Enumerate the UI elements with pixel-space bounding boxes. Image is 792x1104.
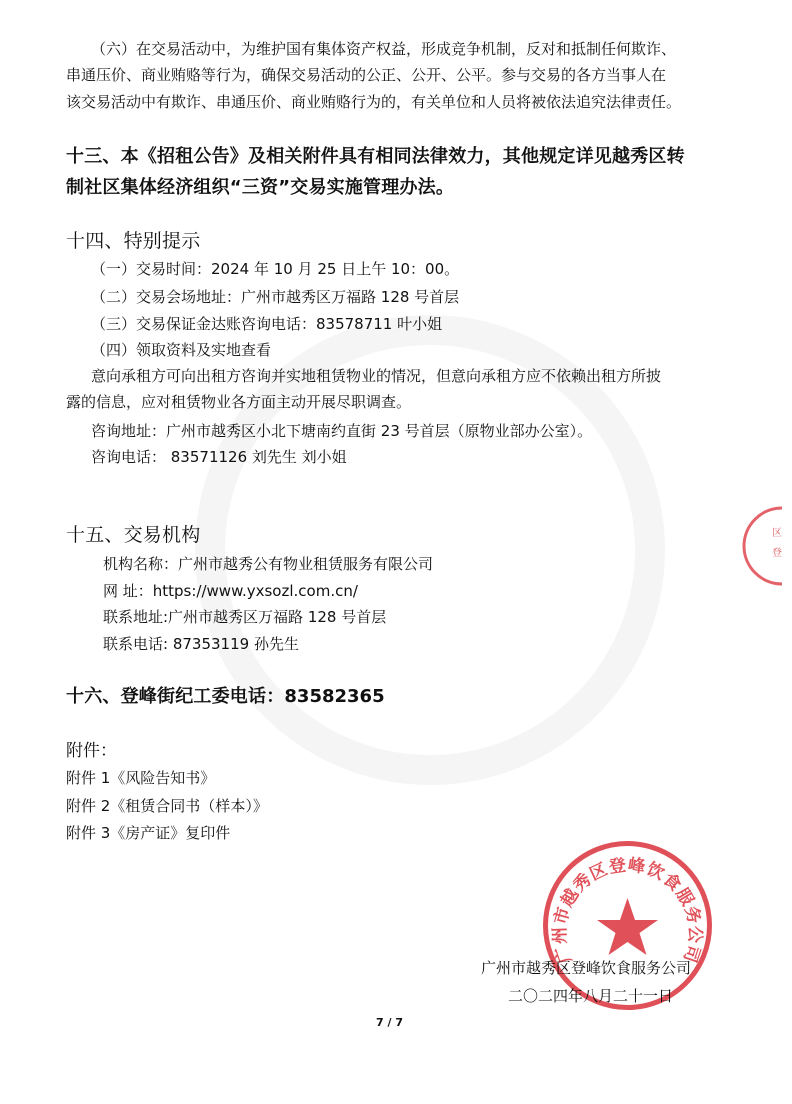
- consult-phone: 咨询电话： 83571126 刘先生 刘小姐: [91, 448, 347, 466]
- org-phone: 联系电话: 87353119 孙先生: [103, 635, 299, 653]
- section6-line-1: （六）在交易活动中，为维护国有集体资产权益，形成竞争机制，反对和抵制任何欺诈、: [91, 40, 677, 58]
- attachment-1: 附件 1《风险告知书》: [66, 769, 216, 787]
- org-website[interactable]: 网 址：https://www.yxsozl.com.cn/: [103, 582, 358, 600]
- section13-line-2: 制社区集体经济组织“三资”交易实施管理办法。: [66, 177, 455, 198]
- page-number: 7 / 7: [376, 1016, 403, 1029]
- section16-label: 十六、登峰街纪工委电话：: [66, 686, 285, 707]
- org-name: 机构名称：广州市越秀公有物业租赁服务有限公司: [103, 555, 434, 573]
- seal-text: 广州市越秀区登峰饮食服务公司: [550, 855, 705, 966]
- signature-company: 广州市越秀区登峰饮食服务公司: [481, 959, 692, 977]
- attachments-title: 附件：: [66, 741, 117, 761]
- section14-paragraph-line-2: 露的信息，应对租赁物业各方面主动开展尽职调查。: [66, 393, 412, 411]
- section6-line-3: 该交易活动中有欺诈、串通压价、商业贿赂行为的，有关单位和人员将被依法追究法律责任。: [66, 93, 682, 111]
- section14-item-2: （二）交易会场地址：广州市越秀区万福路 128 号首层: [91, 288, 460, 306]
- seal-star-icon: [597, 898, 658, 955]
- section14-item-4: （四）领取资料及实地查看: [91, 341, 272, 359]
- section16-phone: 83582365: [284, 686, 385, 707]
- svg-text:区: 区: [772, 528, 782, 539]
- section14-paragraph-line-1: 意向承租方可向出租方咨询并实地租赁物业的情况，但意向承租方应不依赖出租方所披: [91, 367, 662, 385]
- org-address: 联系地址:广州市越秀区万福路 128 号首层: [103, 608, 387, 626]
- section15-title: 十五、交易机构: [66, 524, 201, 546]
- attachment-3: 附件 3《房产证》复印件: [66, 824, 231, 842]
- section6-line-2: 串通压价、商业贿赂等行为，确保交易活动的公正、公开、公平。参与交易的各方当事人在: [66, 66, 667, 84]
- section16-line: [66, 686, 385, 708]
- attachment-2: 附件 2《租赁合同书（样本）》: [66, 797, 268, 815]
- section13-line-1: 十三、本《招租公告》及相关附件具有相同法律效力，其他规定详见越秀区转: [66, 146, 685, 167]
- svg-text:登: 登: [772, 548, 782, 559]
- signature-date: 二〇二四年八月二十一日: [508, 987, 674, 1005]
- section14-item-3: （三）交易保证金达账咨询电话：83578711 叶小姐: [91, 315, 443, 333]
- section14-item-1: （一）交易时间：2024 年 10 月 25 日上午 10：00。: [91, 260, 460, 278]
- section14-title: 十四、特别提示: [66, 230, 201, 252]
- page-edge-seal: [752, 506, 792, 586]
- consult-address: 咨询地址：广州市越秀区小北下塘南约直街 23 号首层（原物业部办公室）。: [91, 422, 593, 440]
